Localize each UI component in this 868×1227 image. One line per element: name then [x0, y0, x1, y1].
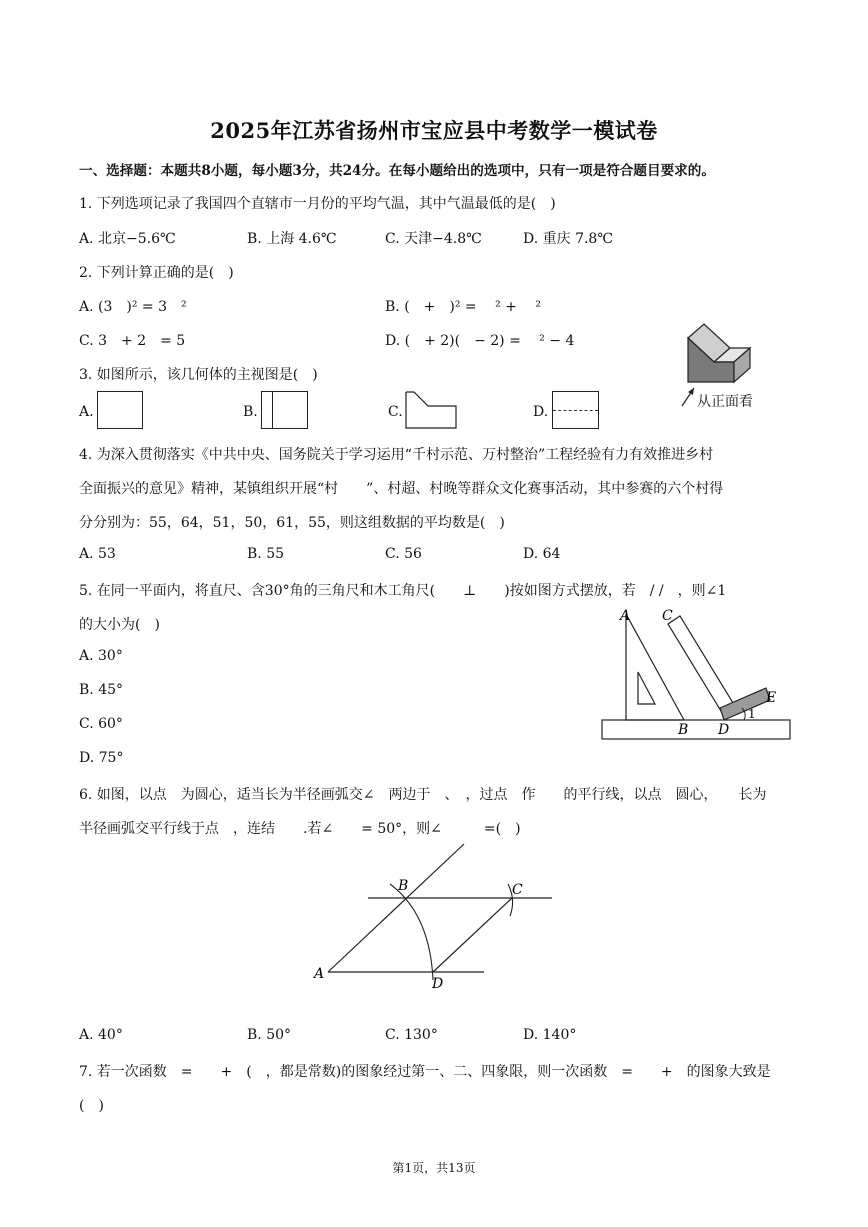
q2-option-d: D. ( + 2)( − 2) = ² − 4	[385, 333, 575, 349]
q6-label-a: A	[314, 966, 325, 982]
q3-option-b-label: B.	[243, 404, 258, 420]
q6-label-d: D	[432, 976, 444, 990]
q1-option-b: B. 上海 4.6℃	[247, 231, 337, 247]
q5-label-angle-1: 1	[748, 707, 756, 721]
question-4-line-3: 分分别为：55，64，51，50，61，55，则这组数据的平均数是( )	[79, 515, 505, 531]
page-title: 2025年江苏省扬州市宝应县中考数学一模试卷	[210, 118, 658, 143]
question-5-line-2: 的大小为( )	[79, 617, 160, 633]
q1-option-c: C. 天津−4.8℃	[385, 231, 482, 247]
q3-option-d-shape	[552, 391, 599, 429]
q5-label-a: A	[620, 608, 631, 624]
q3-option-d-label: D.	[533, 404, 549, 420]
q6-label-b: B	[398, 878, 409, 894]
q3-option-a-shape	[97, 391, 143, 429]
q2-option-c: C. 3 + 2 = 5	[79, 333, 186, 349]
q4-option-c: C. 56	[385, 546, 422, 562]
question-1-stem: 1. 下列选项记录了我国四个直辖市一月份的平均气温，其中气温最低的是( )	[79, 196, 556, 212]
q5-label-e: E	[766, 690, 777, 706]
q4-option-b: B. 55	[247, 546, 285, 562]
question-7-line-1: 7. 若一次函数 = + ( ，都是常数)的图象经过第一、二、四象限，则一次函数 = + 的图象大致是	[79, 1064, 771, 1080]
q5-option-d: D. 75°	[79, 750, 124, 766]
q5-figure	[598, 604, 796, 744]
q2-option-a: A. (3 )² = 3 ²	[79, 299, 187, 315]
q3-option-a-label: A.	[79, 404, 94, 420]
q6-option-b: B. 50°	[247, 1027, 292, 1043]
q3-figure-caption: 从正面看	[697, 394, 753, 410]
question-3-stem: 3. 如图所示，该几何体的主视图是( )	[79, 367, 318, 383]
q6-option-d: D. 140°	[523, 1027, 577, 1043]
q3-option-c-label: C.	[388, 404, 403, 420]
question-6-line-1: 6. 如图，以点 为圆心，适当长为半径画弧交∠ 两边于 、 ，过点 作 的平行线，以点 圆心， 长为	[79, 787, 767, 803]
q3-option-b-shape	[261, 391, 308, 429]
q5-label-d: D	[718, 722, 730, 738]
q6-option-c: C. 130°	[385, 1027, 438, 1043]
question-2-stem: 2. 下列计算正确的是( )	[79, 265, 234, 281]
q6-figure	[306, 840, 558, 990]
q5-label-b: B	[678, 722, 689, 738]
question-7-line-2: ( )	[79, 1098, 104, 1114]
q3-option-c-shape	[404, 388, 460, 432]
question-4-line-1: 4. 为深入贯彻落实《中共中央、国务院关于学习运用“千村示范、万村整治”工程经验有力有效推进乡村	[79, 447, 714, 463]
q1-option-a: A. 北京−5.6℃	[79, 231, 176, 247]
section-heading: 一、选择题：本题共8小题，每小题3分，共24分。在每小题给出的选项中，只有一项是符合题目要求的。	[79, 163, 715, 179]
q6-option-a: A. 40°	[79, 1027, 123, 1043]
q6-label-c: C	[512, 882, 523, 898]
question-5-line-1: 5. 在同一平面内，将直尺、含30°角的三角尺和木工角尺( ⊥ )按如图方式摆放，若 / / ，则∠1	[79, 583, 727, 599]
q5-label-c: C	[662, 608, 673, 624]
question-4-line-2: 全面振兴的意见》精神，某镇组织开展“村 ”、村超、村晚等群众文化赛事活动，其中参赛的六个村得	[79, 481, 724, 497]
q4-option-d: D. 64	[523, 546, 561, 562]
q2-option-b: B. ( + )² = ² + ²	[385, 299, 541, 315]
page-footer: 第1页，共13页	[392, 1161, 476, 1175]
q1-option-d: D. 重庆 7.8℃	[523, 231, 614, 247]
q4-option-a: A. 53	[79, 546, 116, 562]
q5-option-c: C. 60°	[79, 716, 123, 732]
question-6-line-2: 半径画弧交平行线于点 ，连结 .若∠ = 50°，则∠ =( )	[79, 821, 521, 837]
q5-option-b: B. 45°	[79, 682, 124, 698]
q5-option-a: A. 30°	[79, 648, 123, 664]
